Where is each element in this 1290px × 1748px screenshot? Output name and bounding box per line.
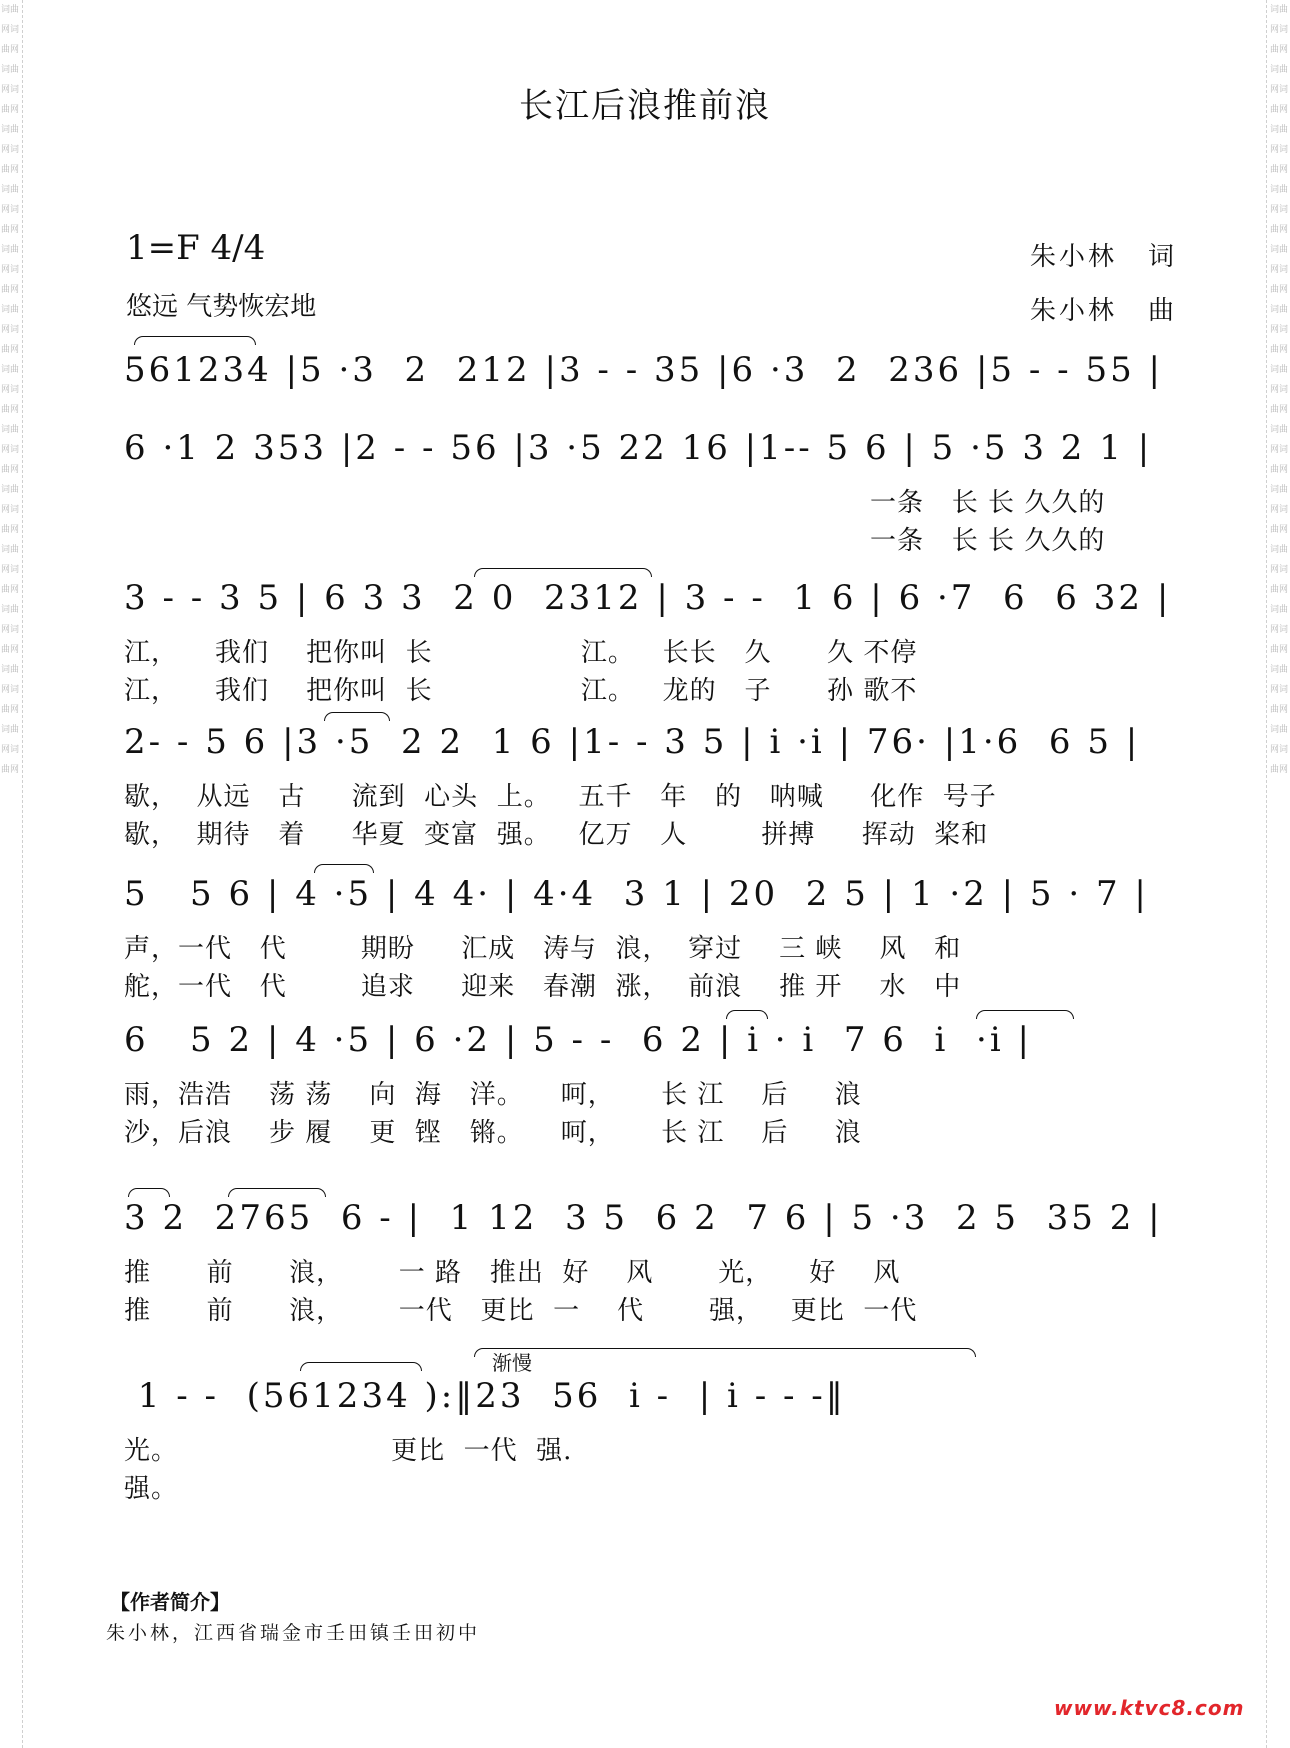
lyric-verse-2: 强。 [124,1474,179,1504]
notation-line: 561234 |5 ·3 2 212 |3 - - 35 |6 ·3 2 236 |5 - - 55 | [124,350,1163,390]
song-title: 长江后浪推前浪 [519,86,771,126]
lyric-verse-2: 舵，一代 代 追求 迎来 春潮 涨， 前浪 推 开 水 中 [124,972,962,1002]
author-bio-heading: 【作者简介】 [110,1590,230,1614]
sextuplet-bracket [300,1362,422,1371]
notation-line: 6 5 2 | 4 ·5 | 6 ·2 | 5 - - 6 2 | i · i 7 6 i ·i | [124,1020,1032,1060]
rit-bracket [474,1348,976,1357]
lyric-verse-1: 歇， 从远 古 流到 心头 上。 五千 年 的 呐喊 化作 号子 [124,782,997,812]
slur [976,1010,1074,1019]
lyricist-name: 朱小林 [1030,242,1118,272]
lyric-verse-2: 江， 我们 把你叫 长 江。 龙的 子 孙 歌不 [124,676,918,706]
notation-line: 2- - 5 6 |3 ·5 2 2 1 6 |1- - 3 5 | i ·i | 76· |1·6 6 5 | [124,722,1141,762]
tempo-marking: 悠远 气势恢宏地 [126,292,317,322]
notation-line: 5 5 6 | 4 ·5 | 4 4· | 4·4 3 1 | 20 2 5 | 1 ·2 | 5 · 7 | [124,874,1149,914]
lyric-verse-2: 推 前 浪， 一代 更比 一 代 强， 更比 一代 [124,1296,918,1326]
ritardando-marking: 渐慢 [492,1351,532,1375]
lyric-verse-1: 光。 更比 一代 强. [124,1436,573,1466]
left-side-watermark: 词曲网词曲网词曲网词曲网词曲网词曲网词曲网词曲网词曲网词曲网词曲网词曲网词曲网词曲网词曲网词曲网词曲网词曲网词曲网词曲网词曲网词曲网词曲网词曲网词曲网词曲网 [1,5,19,775]
slur [474,568,652,577]
lyric-verse-2: 歇， 期待 着 华夏 变富 强。 亿万 人 拼搏 挥动 桨和 [124,820,989,850]
right-guide-line [1266,0,1267,1748]
notation-line: 3 - - 3 5 | 6 3 3 2 0 2312 | 3 - - 1 6 | 6 ·7 6 6 32 | [124,578,1172,618]
lyricist-role: 词 [1148,242,1178,272]
notation-line: 3 2 2765 6 - | 1 12 3 5 6 2 7 6 | 5 ·3 2 5 35 2 | [124,1198,1163,1238]
lyric-verse-1: 推 前 浪， 一 路 推出 好 风 光， 好 风 [124,1258,901,1288]
lyric-verse-2: 沙，后浪 步 履 更 铿 锵。 呵， 长 江 后 浪 [124,1118,862,1148]
lyric-verse-1: 声，一代 代 期盼 汇成 涛与 浪， 穿过 三 峡 风 和 [124,934,962,964]
sextuplet-bracket [134,336,256,345]
composer-role: 曲 [1148,296,1178,326]
lyric-verse-2: 一条 长 长 久久的 [870,526,1106,556]
author-bio-text: 朱小林，江西省瑞金市壬田镇壬田初中 [106,1622,481,1644]
slur [228,1188,326,1197]
lyric-verse-1: 江， 我们 把你叫 长 江。 长长 久 久 不停 [124,638,918,668]
notation-line: 6 ·1 2 353 |2 - - 56 |3 ·5 22 16 |1-- 5 6 | 5 ·5 3 2 1 | [124,428,1153,468]
slur [314,864,374,873]
lyric-verse-1: 一条 长 长 久久的 [870,488,1106,518]
right-side-watermark: 词曲网词曲网词曲网词曲网词曲网词曲网词曲网词曲网词曲网词曲网词曲网词曲网词曲网词曲网词曲网词曲网词曲网词曲网词曲网词曲网词曲网词曲网词曲网词曲网词曲网词曲网 [1270,5,1288,775]
slur [726,1010,768,1019]
site-logo: www.ktvc8.com [1054,1696,1245,1720]
key-signature: 1=F 4/4 [126,228,266,268]
notation-line: 1 - - (561234 ):‖23 56 i - | i - - -‖ [124,1376,846,1416]
slur [128,1188,170,1197]
composer-name: 朱小林 [1030,296,1118,326]
lyric-verse-1: 雨，浩浩 荡 荡 向 海 洋。 呵， 长 江 后 浪 [124,1080,862,1110]
left-guide-line [22,0,23,1748]
slur [324,712,390,721]
